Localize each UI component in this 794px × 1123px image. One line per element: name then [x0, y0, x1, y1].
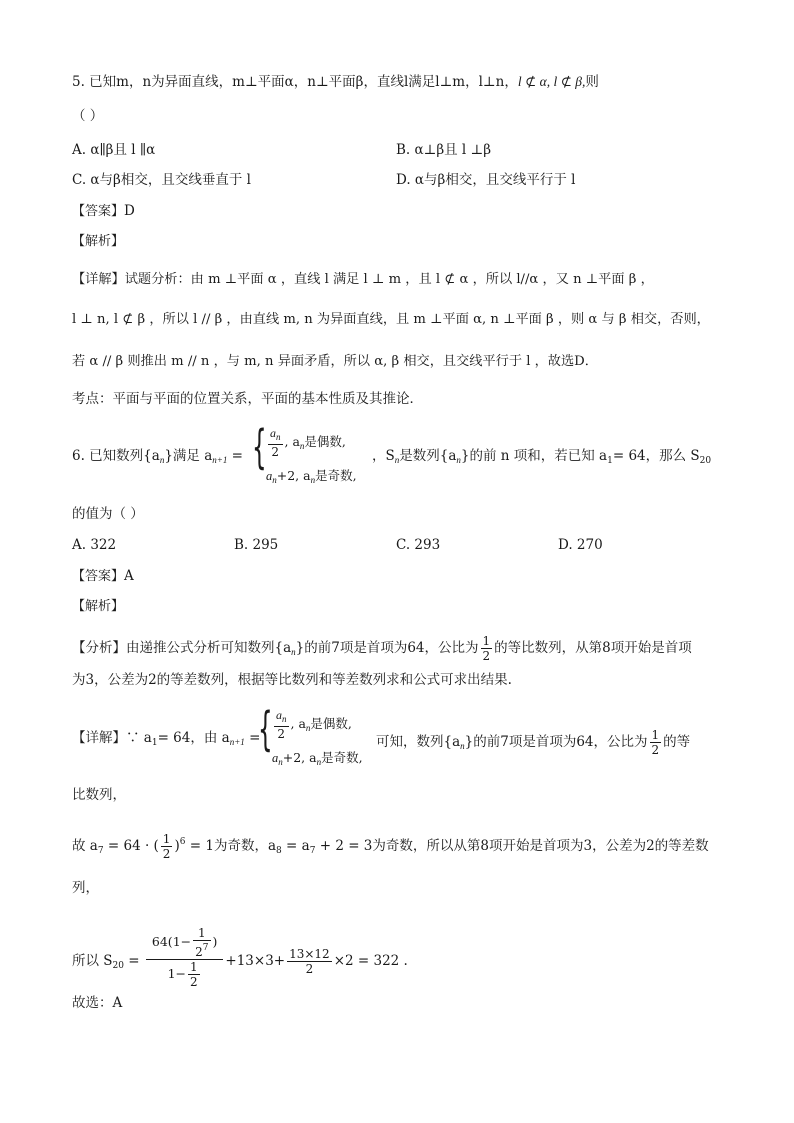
frac-2: 2 — [271, 445, 280, 459]
q6-option-c: C. 293 — [396, 537, 441, 553]
q5-option-a: A. α∥β且 l ∥α — [72, 142, 156, 158]
q5-stem — [72, 72, 599, 92]
detail-a: 【详解】∵ a — [72, 730, 152, 746]
sup-7: 7 — [202, 943, 209, 953]
case2-head: a — [266, 469, 273, 483]
case2-word: 是奇数, — [321, 750, 363, 765]
sub-n: n — [272, 475, 277, 485]
case1-tail: , a — [284, 434, 300, 449]
fenxi-a: 【分析】由递推公式分析可知数列{a — [72, 640, 292, 656]
sub-n: n — [316, 757, 322, 767]
detail-e: 的等 — [663, 734, 691, 750]
case2-tail: +2, a — [282, 750, 317, 765]
q5-option-d: D. α与β相交，且交线平行于 l — [396, 172, 576, 188]
q5-option-b: B. α⊥β且 l ⊥β — [396, 142, 492, 158]
sub-n: n — [394, 455, 400, 465]
q5-stem-end: 则 — [585, 74, 599, 90]
q5-answer — [72, 201, 135, 222]
q5-detail-line3: 若 α // β 则推出 m // n ，与 m, n 异面矛盾，所以 α, β 相交，且交线平行于 l ，故选D． — [72, 354, 598, 369]
sub-8: 8 — [276, 846, 282, 856]
fraction-13x12-over-2 — [287, 947, 332, 976]
q6-sum-line — [72, 926, 408, 989]
q6-stem-line2: 的值为（ ） — [72, 506, 144, 522]
gu-d: = 1为奇数，a — [189, 838, 276, 854]
sub-n: n — [460, 741, 465, 751]
sum-eq: = — [128, 953, 140, 969]
post-b: 是数列{a — [399, 448, 457, 464]
q5-kaodian: 考点：平面与平面的位置关系，平面的基本性质及其推论． — [72, 391, 423, 407]
fraction-an-over-2 — [274, 708, 289, 741]
frac-13x12: 13×12 — [289, 947, 330, 961]
q6-case-2 — [266, 468, 357, 488]
q5-paren: （ ） — [72, 108, 104, 124]
fraction-one-half — [188, 960, 200, 989]
case1-word: 是偶数, — [304, 434, 346, 449]
q6-fenxi-line1 — [72, 634, 692, 663]
q6-gu-line1 — [72, 832, 709, 861]
sub-n: n — [276, 432, 281, 442]
fraction-one-half — [481, 634, 493, 663]
post-d: = 64，那么 S — [612, 448, 700, 464]
q5-detail-line1: 【详解】试题分析：由 m ⊥平面 α ，直线 l 满足 l ⊥ m ，且 l ⊄ α ，所以 l//α ，又 n ⊥平面 β ， — [72, 272, 654, 287]
sum-num-close: ) — [212, 934, 218, 949]
q5-stem-math: l ⊄ α, l ⊄ β, — [517, 74, 586, 89]
sub-n: n — [291, 647, 296, 657]
case1-word: 是偶数, — [310, 716, 352, 731]
gu-c: ) — [174, 838, 180, 854]
sub-n: n — [159, 455, 165, 465]
q6-detail-case-1 — [272, 708, 352, 741]
sub-n: n — [282, 714, 287, 724]
sub-n1: n+1 — [229, 737, 245, 747]
frac-1: 1 — [482, 634, 491, 648]
q6-detail-case-2 — [272, 750, 363, 770]
sum-den: 1− — [167, 966, 187, 981]
q6-gu-line2: 列， — [72, 880, 99, 896]
q6-answer — [72, 566, 134, 587]
frac-1: 1 — [190, 960, 198, 974]
sub-n: n — [278, 757, 283, 767]
case1-tail: , a — [290, 716, 306, 731]
q6-xuan: 故选：A — [72, 995, 123, 1011]
sum-big-fraction — [146, 926, 223, 989]
q5-detail-line2: l ⊥ n, l ⊄ β ，所以 l // β ，由直线 m, n 为异面直线，且 m ⊥平面 α, n ⊥平面 β ，则 α 与 β 相交，否则， — [72, 312, 710, 327]
frac-1: 1 — [162, 832, 171, 846]
frac-2: 2 — [162, 847, 171, 861]
sub-n: n — [456, 455, 461, 465]
left-brace: { — [252, 420, 267, 474]
detail-eq: = — [249, 730, 261, 746]
fenxi-c: 的等比数列，从第8项开始是首项 — [494, 640, 692, 656]
detail-c: 可知，数列{a — [376, 734, 461, 750]
sub-1: 1 — [607, 456, 613, 466]
fraction-one-half — [161, 832, 173, 861]
answer-tag: 【答案】 — [72, 204, 125, 219]
q6-option-a: A. 322 — [72, 537, 117, 553]
q6-detail-line2: 比数列， — [72, 787, 126, 803]
detail-d: }的前7项是首项为64，公比为 — [464, 734, 648, 750]
frac-a: a — [276, 708, 282, 722]
frac-1: 1 — [651, 728, 660, 742]
frac-2: 2 — [277, 727, 286, 741]
gu-e: = a — [286, 838, 310, 854]
fraction-one-half — [650, 728, 662, 757]
sub-n1: n+1 — [212, 455, 228, 465]
q5-analysis-tag: 【解析】 — [72, 234, 125, 249]
sub-7: 7 — [97, 846, 104, 856]
frac-2: 2 — [482, 649, 491, 663]
sub-n: n — [310, 475, 316, 485]
sum-mid: +13×3+ — [225, 953, 286, 969]
fraction-1-over-2-7 — [193, 926, 210, 959]
post-c: }的前 n 项和，若已知 a — [460, 448, 608, 464]
q5-option-c: C. α与β相交，且交线垂直于 l — [72, 172, 251, 188]
sup-6: 6 — [179, 837, 186, 847]
case2-head: a — [272, 751, 279, 765]
answer-tag: 【答案】 — [72, 569, 125, 584]
left-brace: { — [258, 702, 273, 756]
sum-tail: ×2 = 322 . — [333, 953, 408, 969]
q6-fenxi-line2: 为3，公差为2的等差数列，根据等比数列和等差数列求和公式可求出结果. — [72, 672, 512, 688]
case2-word: 是奇数, — [315, 468, 357, 483]
q6-stem-eq: = — [231, 448, 243, 464]
q6-stem-post — [372, 446, 711, 471]
frac-1: 1 — [193, 926, 210, 941]
q6-stem — [72, 446, 243, 470]
fenxi-b: }的前7项是首项为64，公比为 — [295, 640, 479, 656]
case2-tail: +2, a — [276, 468, 311, 483]
frac-2: 2 — [305, 962, 314, 976]
detail-b: = 64，由 a — [157, 730, 230, 746]
sub-20: 20 — [112, 961, 124, 971]
fraction-an-over-2 — [268, 426, 283, 459]
sub-n: n — [299, 441, 305, 451]
q5-stem-text: 5. 已知m，n为异面直线，m⊥平面α，n⊥平面β，直线l满足l⊥m，l⊥n， — [72, 74, 518, 90]
answer-value: A — [124, 568, 134, 584]
gu-b: = 64 · ( — [107, 838, 159, 854]
sum-pre: 所以 S — [72, 953, 113, 969]
q6-detail-line1a — [72, 728, 260, 753]
post-a: ，S — [372, 448, 395, 464]
frac-2: 2 — [190, 975, 198, 989]
q6-option-b: B. 295 — [234, 537, 279, 553]
q6-analysis-tag: 【解析】 — [72, 599, 125, 614]
gu-f: + 2 = 3为奇数，所以从第8项开始是首项为3，公差为2的等差数 — [319, 838, 709, 854]
sum-num: 64(1− — [151, 934, 192, 949]
sub-n: n — [305, 723, 311, 733]
gu-a: 故 a — [72, 838, 98, 854]
q6-option-d: D. 270 — [558, 537, 603, 553]
frac-2: 2 — [651, 743, 660, 757]
q6-stem-mid: }满足 a — [164, 448, 213, 464]
sub-20: 20 — [699, 456, 712, 466]
q6-case-1 — [266, 426, 346, 459]
answer-value: D — [124, 203, 135, 219]
frac-2: 2 — [195, 945, 203, 959]
q6-stem-pre: 6. 已知数列{a — [72, 448, 160, 464]
sub-7: 7 — [309, 846, 316, 856]
sub-1: 1 — [151, 738, 158, 748]
frac-a: a — [270, 426, 276, 440]
q6-detail-line1b — [376, 728, 690, 757]
